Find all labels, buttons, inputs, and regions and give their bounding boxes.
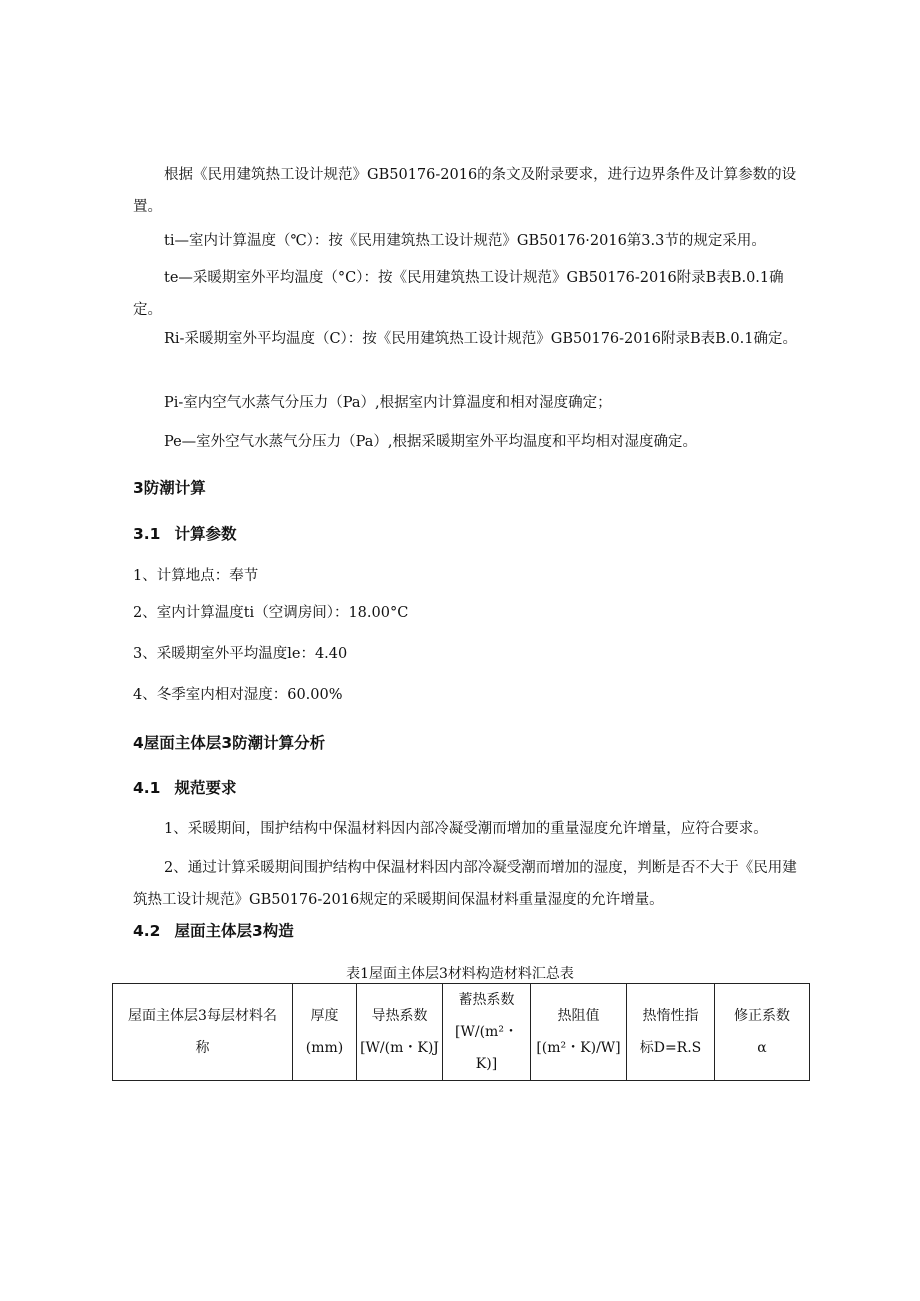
paragraph-ri-definition: Ri-采暖期室外平均温度（C）：按《民用建筑热工设计规范》GB50176-2016附录B表B.0.1确定。 — [164, 331, 797, 347]
section-title-post: 防潮计算分析 — [232, 733, 326, 752]
paragraph-pe-definition: Pe—室外空气水蒸气分压力（Pa）,根据采暖期室外平均温度和平均相对湿度确定。 — [164, 434, 698, 450]
section-number: 3 — [133, 479, 144, 497]
subsection-heading-4-2 — [133, 920, 294, 942]
subsection-title: 计算参数 — [174, 524, 237, 543]
paragraph-pi-definition: Pi-室内空气水蒸气分压力（Pa）,根据室内计算温度和相对湿度确定； — [164, 395, 612, 411]
subsection-heading-4-1 — [133, 777, 236, 799]
paragraph-boundary-conditions: 根据《民用建筑热工设计规范》GB50176-2016的条文及附录要求，进行边界条件及计算参数的设置。 — [133, 167, 797, 215]
header-thermal-conductivity: 导热系数 [W/(m・K)J — [357, 984, 443, 1081]
section-heading-3 — [133, 477, 206, 499]
header-correction-factor: 修正系数 α — [715, 984, 810, 1081]
material-summary-table — [112, 983, 810, 1081]
table-caption: 表1屋面主体层3材料构造材料汇总表 — [346, 966, 574, 982]
paragraph-te-definition: te—采暖期室外平均温度（°C）：按《民用建筑热工设计规范》GB50176-2016附录B表B.0.1确定。 — [133, 270, 784, 318]
subsection-title-pre: 屋面主体层 — [174, 921, 252, 940]
param-relative-humidity: 4、冬季室内相对湿度：60.00% — [133, 687, 343, 703]
paragraph-ti-definition: ti—室内计算温度（℃）：按《民用建筑热工设计规范》GB50176·2016第3.3节的规定采用。 — [164, 233, 766, 249]
table-header-row — [113, 984, 810, 1081]
param-outdoor-temperature: 3、采暖期室外平均温度le：4.40 — [133, 646, 348, 662]
param-location: 1、计算地点：奉节 — [133, 568, 259, 584]
subsection-title-post: 构造 — [262, 921, 294, 940]
header-heat-storage-coefficient: 蓄热系数 [W/(m²・K)] — [443, 984, 531, 1081]
section-title-pre: 屋面主体层 — [143, 733, 222, 752]
subsection-heading-3-1 — [133, 523, 236, 545]
requirement-1: 1、采暖期间，围护结构中保温材料因内部冷凝受潮而增加的重量湿度允许增量，应符合要求。 — [164, 821, 768, 837]
header-thickness: 厚度 (mm) — [293, 984, 357, 1081]
section-title: 防潮计算 — [143, 478, 206, 497]
requirement-2: 2、通过计算采暖期间围护结构中保温材料因内部冷凝受潮而增加的湿度，判断是否不大于《民用建筑热工设计规范》GB50176-2016规定的采暖期间保温材料重量湿度的允许增量。 — [133, 860, 797, 908]
subsection-number: 3.1 — [133, 525, 161, 543]
subsection-title-num: 3 — [251, 922, 263, 940]
param-indoor-temperature: 2、室内计算温度ti（空调房间）：18.00°C — [133, 605, 409, 621]
section-title-num: 3 — [221, 734, 233, 752]
header-material-name: 屋面主体层3每层材料名 称 — [113, 984, 293, 1081]
header-thermal-inertia-index: 热惰性指 标D=R.S — [627, 984, 715, 1081]
header-thermal-resistance: 热阻值 [(m²・K)/W] — [531, 984, 627, 1081]
section-heading-4 — [133, 732, 325, 754]
section-number: 4 — [133, 734, 144, 752]
subsection-number: 4.1 — [133, 779, 161, 797]
subsection-title: 规范要求 — [174, 778, 237, 797]
subsection-number: 4.2 — [133, 922, 161, 940]
